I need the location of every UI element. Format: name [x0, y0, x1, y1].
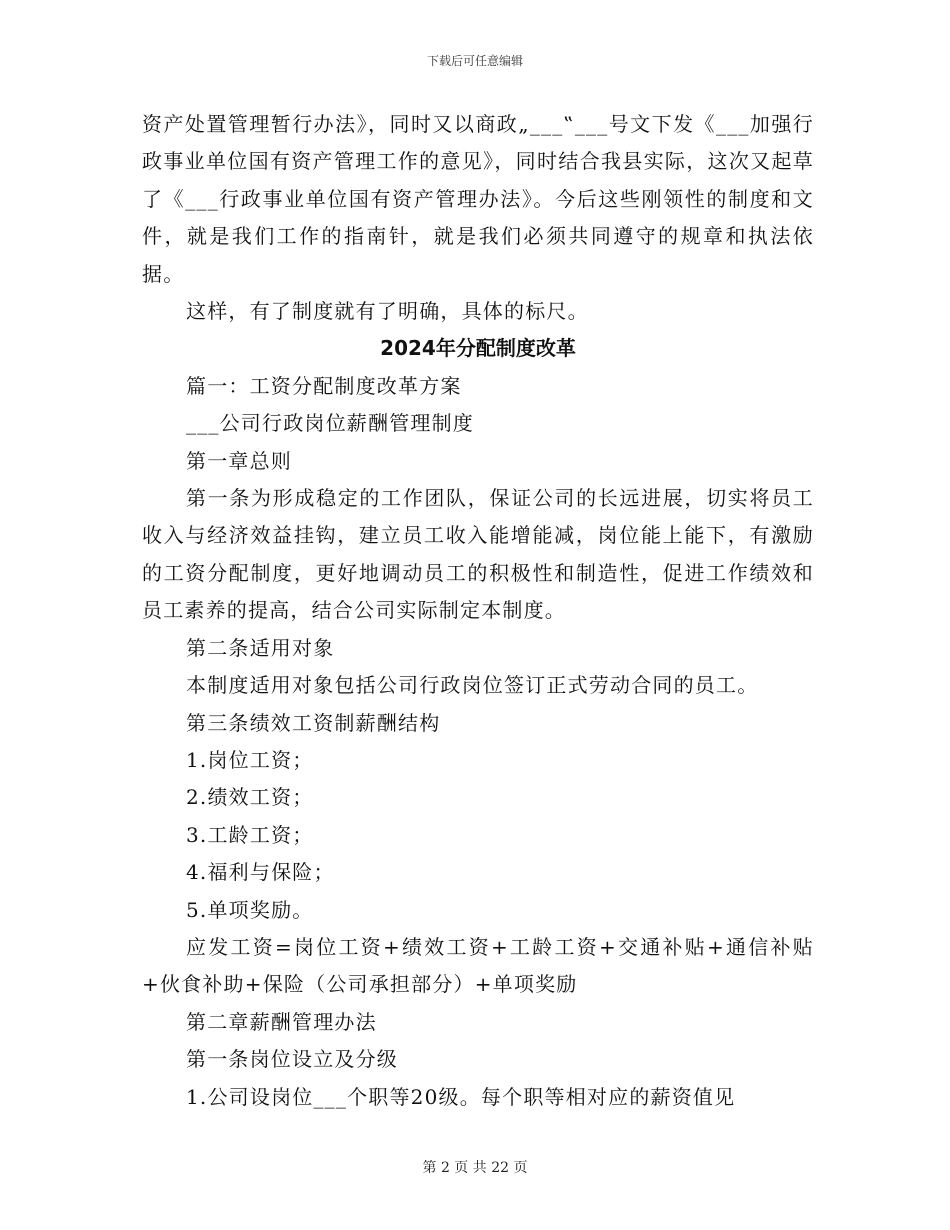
section-title: 2024年分配制度改革 [380, 336, 576, 361]
document-body [142, 106, 814, 1116]
article-heading: 第一条岗位设立及分级 [186, 1047, 398, 1072]
subtitle-line: 篇一：工资分配制度改革方案 [186, 373, 462, 398]
chapter-heading: 第一章总则 [186, 448, 292, 473]
article-heading: 第三条绩效工资制薪酬结构 [186, 710, 441, 735]
paragraph: 资产处置管理暂行办法》，同时又以商政„___‟___号文下发《___加强行政事业单位国有资产管理工作的意见》，同时结合我县实际，这次又起草了《___行政事业单位国有资产管理办法》。今后这些刚领性的制度和文件，就是我们工作的指南针，就是我们必须共同遵守的规章和执法依据。 [142, 112, 814, 286]
list-item: 1.岗位工资； [186, 747, 314, 772]
paragraph: 本制度适用对象包括公司行政岗位签订正式劳动合同的员工。 [186, 673, 759, 698]
page-footer: 第 2 页 共 22 页 [422, 1160, 528, 1176]
article-heading: 第二条适用对象 [186, 635, 335, 660]
paragraph: 第一条为形成稳定的工作团队，保证公司的长远进展，切实将员工收入与经济效益挂钩，建立员工收入能增能减，岗位能上能下，有激励的工资分配制度，更好地调动员工的积极性和制造性，促进工作绩效和员工素养的提高，结合公司实际制定本制度。 [142, 486, 814, 623]
list-item: 2.绩效工资； [186, 785, 314, 810]
paragraph: 这样，有了制度就有了明确，具体的标尺。 [186, 299, 589, 324]
formula-paragraph: 应发工资=岗位工资+绩效工资+工龄工资+交通补贴+通信补贴+伙食补助+保险（公司承担部分）+单项奖励 [142, 934, 814, 997]
list-item: 4.福利与保险； [186, 860, 335, 885]
subtitle-line: ___公司行政岗位薪酬管理制度 [186, 411, 474, 436]
chapter-heading: 第二章薪酬管理办法 [186, 1009, 377, 1034]
list-item: 3.工龄工资； [186, 822, 314, 847]
list-item: 5.单项奖励。 [186, 897, 314, 922]
list-item: 1.公司设岗位___个职等20级。每个职等相对应的薪资值见 [186, 1084, 736, 1109]
page-header: 下载后可任意编辑 [426, 54, 523, 68]
